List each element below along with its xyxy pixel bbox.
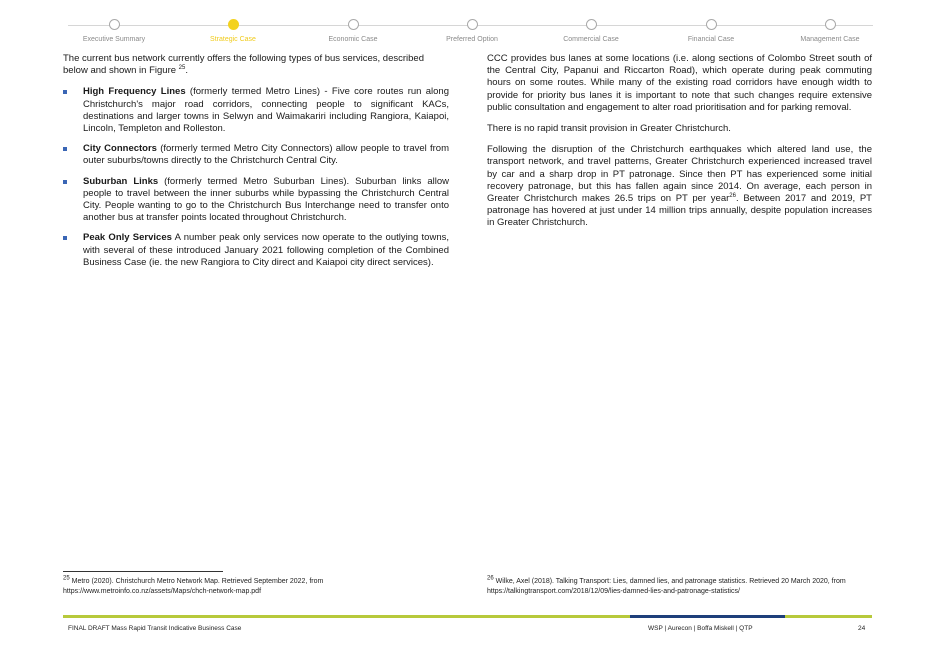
- footnote-number: 26: [487, 575, 494, 582]
- nav-step-economic-case[interactable]: [293, 19, 413, 43]
- footnote-25: [63, 577, 403, 596]
- bullet-square-icon: [63, 236, 67, 240]
- footnote-text[interactable]: Wilke, Axel (2018). Talking Transport: Lies, damned lies, and patronage statistics. Retrieved 20 March 2020, from https://talkingtransport.com/2018/12/09/lies-damned-lies-and-patronage-statistics/: [487, 578, 846, 595]
- service-description: (formerly termed Metro City Connectors) allow people to travel from outer suburbs/towns directly to the Christchurch Central City.: [83, 143, 449, 167]
- footnote-26: [487, 577, 867, 596]
- nav-step-commercial-case[interactable]: [531, 19, 651, 43]
- step-dot: [825, 19, 836, 30]
- service-term: Suburban Links: [83, 175, 159, 187]
- right-column: [487, 53, 872, 239]
- step-label: Preferred Option: [446, 36, 498, 43]
- left-column: [63, 53, 449, 277]
- nav-step-strategic-case[interactable]: [173, 19, 293, 43]
- bus-services-list: [63, 86, 449, 269]
- bullet-square-icon: [63, 147, 67, 151]
- service-term: High Frequency Lines: [83, 86, 186, 98]
- list-item-city-connectors: [63, 143, 449, 167]
- service-term: City Connectors: [83, 143, 157, 155]
- step-label: Executive Summary: [82, 36, 146, 43]
- list-item-suburban-links: [63, 176, 449, 225]
- intro-end: .: [185, 65, 188, 77]
- bullet-square-icon: [63, 180, 67, 184]
- step-label: Strategic Case: [210, 36, 256, 43]
- nav-step-executive-summary[interactable]: [54, 19, 174, 43]
- list-item-high-frequency-lines: [63, 86, 449, 135]
- partner-names: WSP | Aurecon | Boffa Miskell | QTP: [648, 625, 753, 632]
- step-label: Management Case: [800, 36, 860, 43]
- step-dot-active: [228, 19, 239, 30]
- nav-step-preferred-option[interactable]: [412, 19, 532, 43]
- footnote-ref-25[interactable]: 25: [178, 65, 186, 72]
- service-term: Peak Only Services: [83, 232, 172, 244]
- service-description: A number peak only services now operate to the outlying towns, with several of these introduced January 2021 following completion of the Combined Business Case (ie. the new Rangiora to City direct and Kaiapoi city direct services).: [83, 232, 450, 268]
- patronage-paragraph: [487, 144, 872, 229]
- rapid-transit-paragraph: There is no rapid transit provision in Greater Christchurch.: [487, 123, 731, 135]
- step-dot: [706, 19, 717, 30]
- footnote-number: 25: [63, 575, 70, 582]
- intro-paragraph: [63, 53, 449, 77]
- footer-bar-accent: [630, 615, 785, 618]
- step-dot: [109, 19, 120, 30]
- bus-lanes-paragraph: CCC provides bus lanes at some locations (i.e. along sections of Colombo Street south of the Central City, Papanui and Riccarton Road), which operate during peak commuting hours on some routes. While many of the existing road corridors have enough width to provide for priority bus lanes it is important to note that such changes require extensive public consultation and engagement to alter road prioritisation and for parking removal.: [487, 53, 872, 113]
- intro-text: The current bus network currently offers the following types of bus services, described below and shown in Figure: [63, 53, 424, 77]
- step-dot: [586, 19, 597, 30]
- service-description: (formerly termed Metro Lines) - Five core routes run along Christchurch's major road corridors, connecting people to significant KACs, destinations and larger towns in Selwyn and Waimakariri including Rangiora, Kaiapoi, Lincoln, Templeton and Rolleston.: [83, 86, 449, 135]
- step-label: Financial Case: [687, 36, 735, 43]
- document-title: FINAL DRAFT Mass Rapid Transit Indicative Business Case: [68, 625, 242, 632]
- footnote-ref-26[interactable]: 26: [729, 192, 736, 199]
- footnote-divider: [63, 571, 223, 572]
- nav-step-financial-case[interactable]: [651, 19, 771, 43]
- list-item-peak-only-services: [63, 232, 449, 269]
- step-label: Economic Case: [328, 36, 378, 43]
- case-progress-nav: [68, 19, 873, 49]
- page-number: 24: [858, 625, 866, 632]
- step-label: Commercial Case: [563, 36, 619, 43]
- bullet-square-icon: [63, 90, 67, 94]
- footnote-text[interactable]: Metro (2020). Christchurch Metro Network Map. Retrieved September 2022, from https://www.metroinfo.co.nz/assets/Maps/chch-network-map.pdf: [63, 578, 324, 595]
- nav-step-management-case[interactable]: [770, 19, 890, 43]
- footer-bar: [63, 615, 872, 618]
- step-dot: [348, 19, 359, 30]
- patronage-text-a: Following the disruption of the Christchurch earthquakes which altered land use, the transport network, and travel patterns, Greater Christchurch experienced increased travel by car and a sharp drop in PT patronage. Since then PT has experienced some initial recovery patronage, but this has fallen again since 2014. On average, each person in Greater Christchurch makes 26.5 trips on PT per year: [487, 144, 872, 205]
- step-dot: [467, 19, 478, 30]
- patronage-text-b: . Between 2017 and 2019, PT patronage has hovered at just under 14 million trips annually, despite population increases in Greater Christchurch.: [487, 193, 872, 229]
- service-description: (formerly termed Metro Suburban Lines). Suburban links allow people to travel between the inner suburbs while bypassing the Christchurch Central City. People wanting to go to the Christchurch Bus Interchange need to transfer onto another bus at transfer points located throughout Christchurch.: [83, 175, 449, 224]
